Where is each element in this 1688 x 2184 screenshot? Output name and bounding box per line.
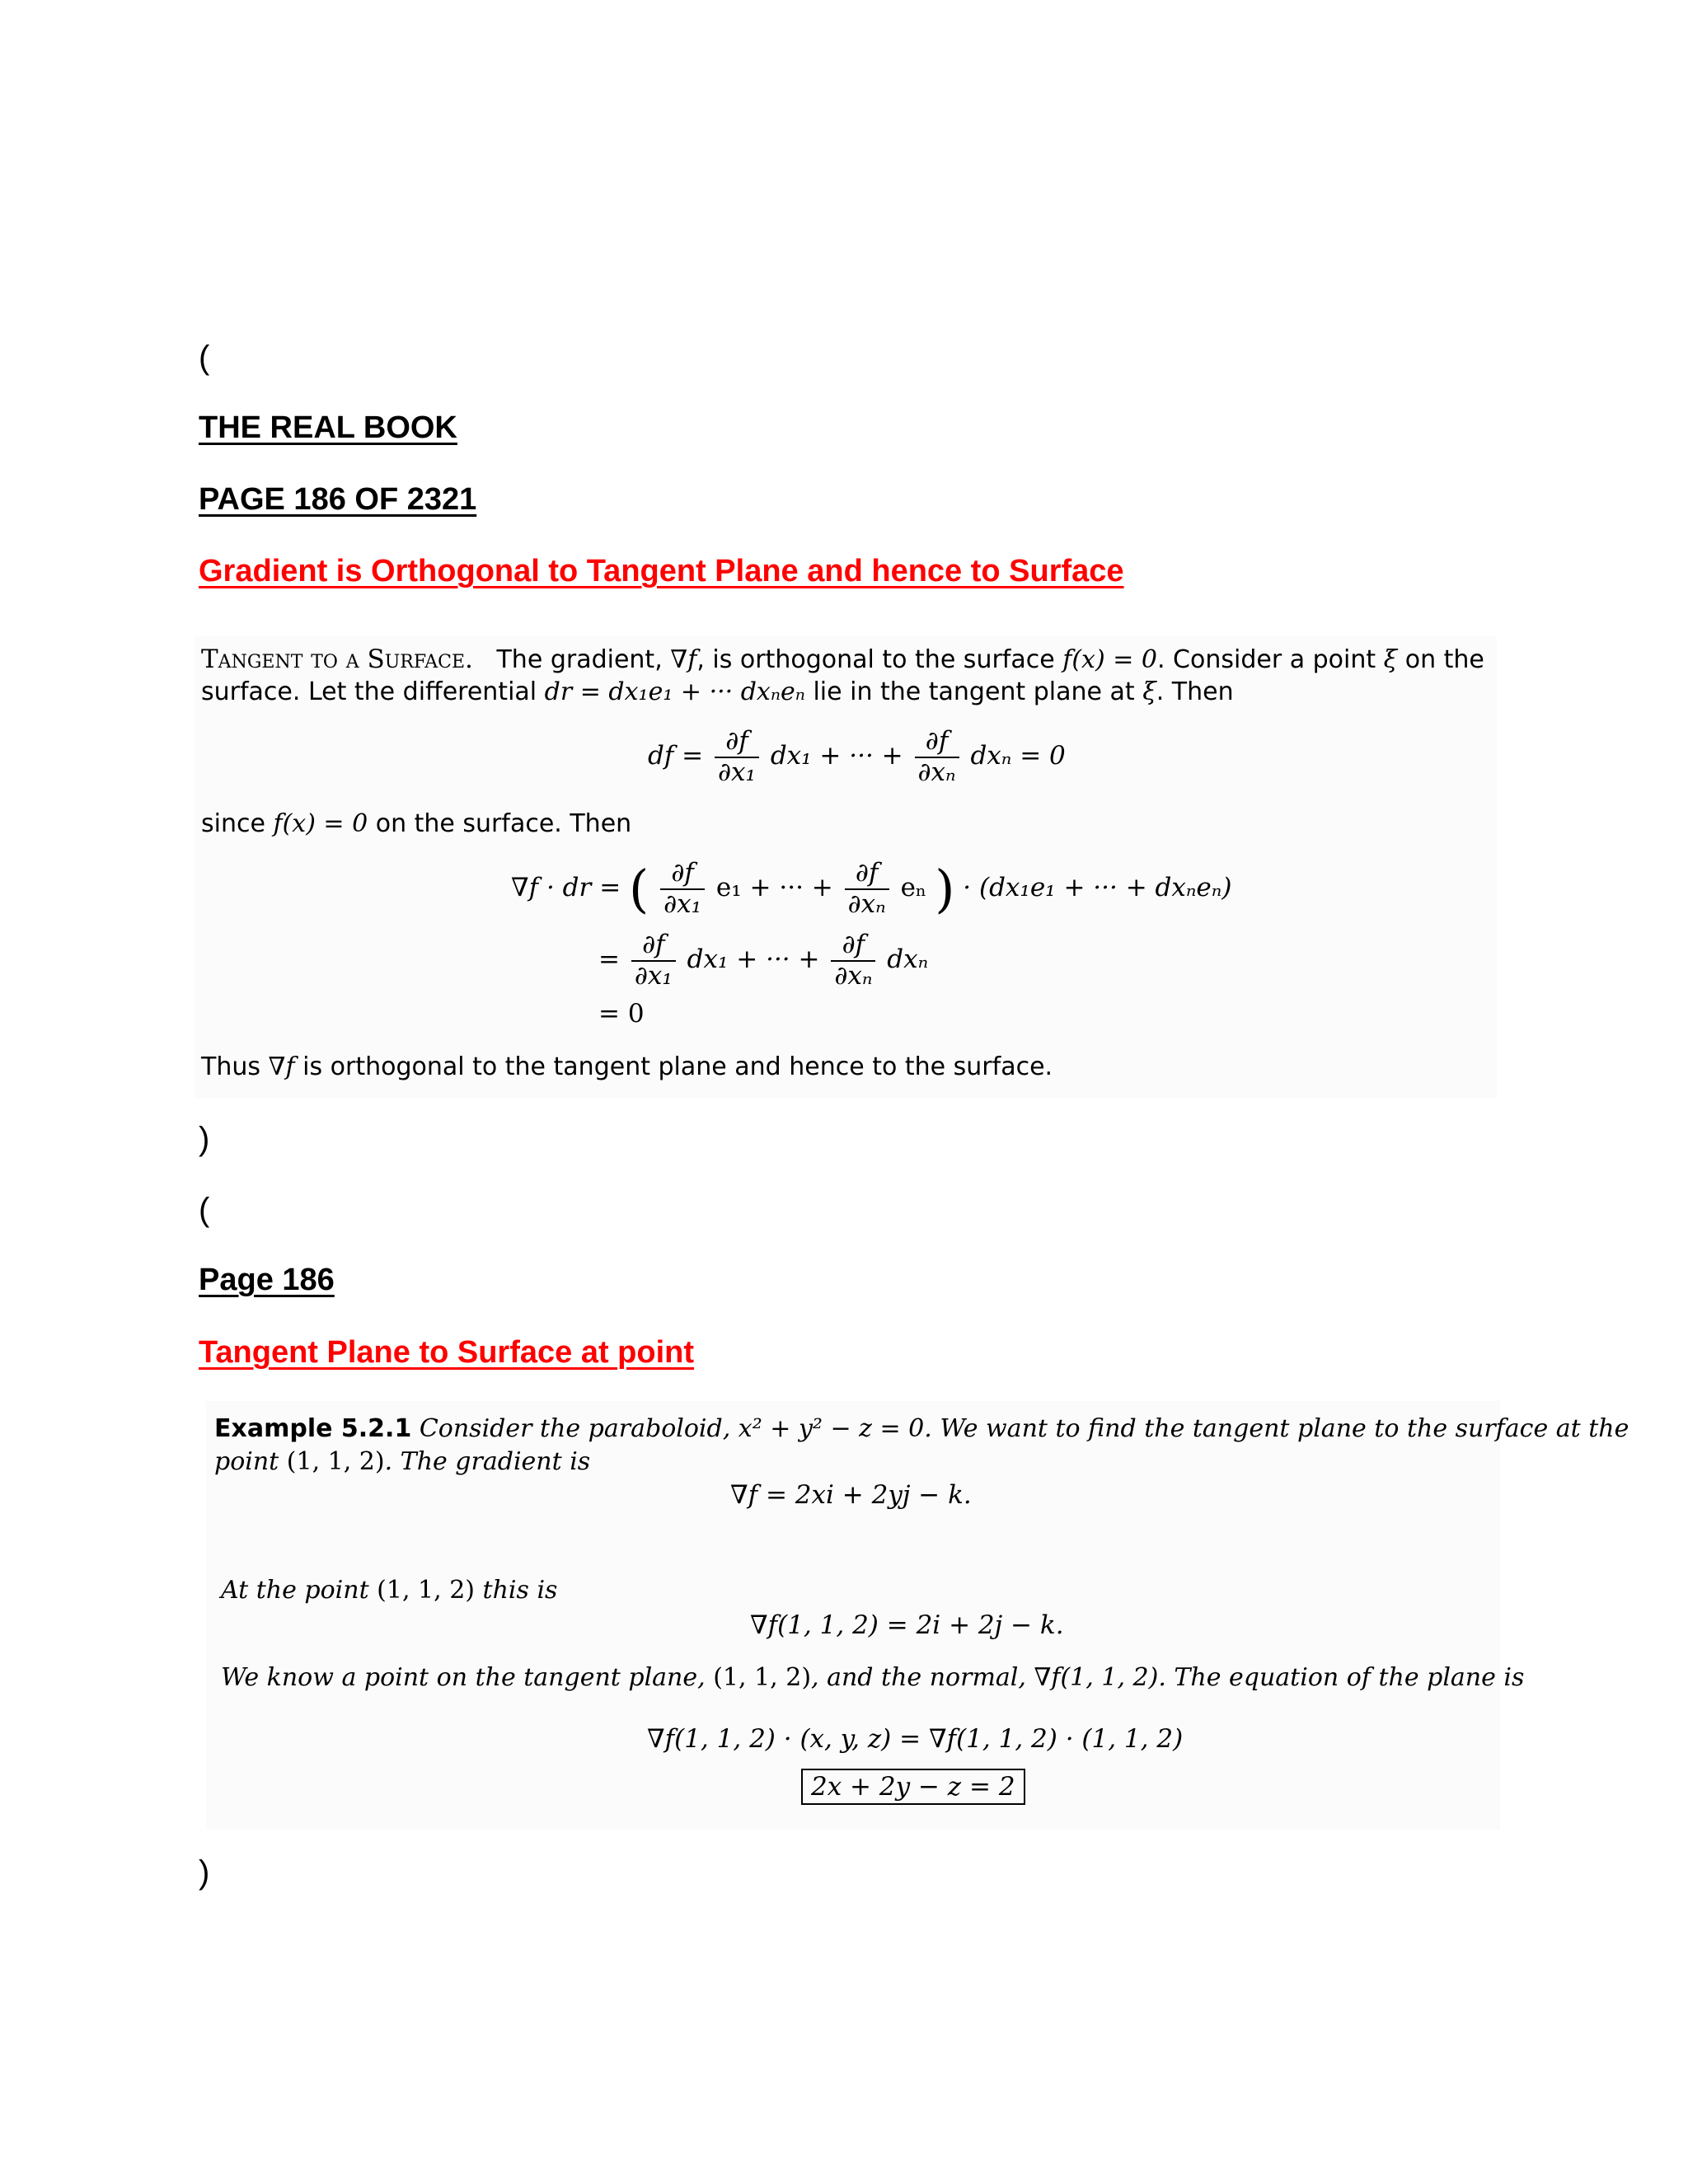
math-differential: dr = dx₁e₁ + ··· dxₙeₙ [544, 677, 805, 706]
fraction [845, 859, 889, 919]
paragraph-thus [201, 1052, 1053, 1081]
text: Thus [201, 1052, 269, 1081]
text: We know a point on the tangent plane, [221, 1663, 714, 1692]
equation-df [648, 727, 1066, 787]
text: on the surface. Then [368, 809, 632, 838]
text: this is [475, 1576, 558, 1605]
numerator: ∂f [660, 859, 705, 890]
equation-gradient-at-point [750, 1610, 1064, 1640]
section-title-gradient: Gradient is Orthogonal to Tangent Plane and hence to Surface [199, 554, 1124, 588]
section-title-tangent-plane: Tangent Plane to Surface at point [199, 1335, 695, 1370]
math-grad: ∇f [268, 1052, 295, 1081]
eq-term: e₁ + ··· + [715, 873, 833, 903]
text: surface. Let the differential [201, 677, 545, 706]
eq-term: · (dx₁e₁ + ··· + dxₙeₙ) [963, 873, 1232, 903]
text: is orthogonal to the tangent plane and hence to the surface. [294, 1052, 1053, 1081]
equation-plane-boxed [801, 1772, 1025, 1802]
denominator: ∂xₙ [834, 960, 873, 991]
equation-line-3 [598, 999, 645, 1029]
text: since [201, 809, 274, 838]
close-paren-1: ) [199, 1121, 210, 1157]
eq-term: dx₁ + ··· + [770, 741, 903, 771]
equation-grad-dot-dr [511, 859, 1231, 919]
equation-gradient [730, 1480, 972, 1510]
text: lie in the tangent plane at [804, 677, 1143, 706]
text: Consider the paraboloid, [411, 1414, 738, 1443]
open-paren-1: ( [199, 340, 210, 376]
eq-term: = 0 [598, 999, 645, 1029]
page-of-total: PAGE 186 OF 2321 [199, 482, 477, 517]
example-line-1 [214, 1414, 1629, 1443]
text: point [214, 1447, 287, 1476]
numerator: ∂f [631, 930, 676, 962]
eq-term: ∇f = 2xi + 2yj − k. [730, 1480, 972, 1510]
eq-lhs: df = [648, 741, 704, 771]
denominator: ∂x₁ [634, 960, 673, 991]
numerator: ∂f [915, 727, 959, 758]
eq-term: ∇f(1, 1, 2) · (x, y, z) = ∇f(1, 1, 2) · (1, 1, 2) [647, 1724, 1184, 1754]
fraction [631, 930, 676, 991]
denominator: ∂xₙ [847, 888, 886, 919]
math-xi: ξ [1383, 645, 1398, 674]
denominator: ∂x₁ [663, 888, 702, 919]
fraction [715, 727, 759, 787]
math-grad: ∇f [670, 645, 697, 674]
fraction [831, 930, 875, 991]
text: . We want to find the tangent plane to the surface at the [924, 1414, 1629, 1443]
text: The gradient, [496, 645, 671, 674]
math-surface: f(x) = 0 [1062, 645, 1157, 674]
numerator: ∂f [845, 859, 889, 890]
scanned-excerpt-example [206, 1401, 1629, 1830]
eq-term: dxₙ [887, 944, 929, 975]
eq-term: dx₁ + ··· + [687, 944, 820, 975]
paren: ( [629, 859, 649, 920]
paren: ) [935, 859, 955, 920]
lead-term: Tangent to a Surface. [201, 644, 473, 674]
text: . Then [1156, 677, 1234, 706]
text: on the [1397, 645, 1484, 674]
text: At the point [221, 1576, 377, 1605]
example-label: Example 5.2.1 [214, 1414, 412, 1443]
example-line-know [221, 1663, 1524, 1692]
equation-line-2 [598, 930, 928, 991]
eq-sign: = [598, 944, 620, 975]
open-paren-2: ( [199, 1192, 210, 1228]
fraction [660, 859, 705, 919]
text: , and the normal, [811, 1663, 1034, 1692]
paragraph-line-1 [201, 644, 1484, 674]
math-point: (1, 1, 2) [713, 1663, 812, 1692]
math-point: (1, 1, 2) [377, 1576, 475, 1605]
book-title: THE REAL BOOK [199, 410, 457, 445]
text: . The equation of the plane is [1158, 1663, 1525, 1692]
eq-term: dxₙ = 0 [970, 741, 1066, 771]
boxed-result: 2x + 2y − z = 2 [801, 1769, 1025, 1805]
equation-plane [647, 1724, 1183, 1754]
scanned-excerpt-gradient [195, 636, 1497, 1098]
text: , is orthogonal to the surface [696, 645, 1063, 674]
math-normal: ∇f(1, 1, 2) [1034, 1663, 1159, 1692]
close-paren-2: ) [199, 1854, 210, 1891]
denominator: ∂xₙ [917, 757, 956, 787]
fraction [915, 727, 959, 787]
paragraph-since [201, 809, 631, 838]
math-xi: ξ [1142, 677, 1156, 706]
eq-lhs: ∇f · dr = [511, 873, 621, 903]
math-paraboloid: x² + y² − z = 0 [738, 1414, 925, 1443]
denominator: ∂x₁ [718, 757, 756, 787]
eq-term: ∇f(1, 1, 2) = 2i + 2j − k. [750, 1610, 1064, 1640]
eq-term: eₙ [900, 873, 927, 903]
math-point: (1, 1, 2) [286, 1447, 385, 1476]
paragraph-line-2 [201, 677, 1234, 706]
text: . The gradient is [384, 1447, 591, 1476]
example-line-2 [214, 1447, 590, 1476]
text: . Consider a point [1156, 645, 1384, 674]
numerator: ∂f [831, 930, 875, 962]
numerator: ∂f [715, 727, 759, 758]
page-label: Page 186 [199, 1263, 335, 1297]
math-surface: f(x) = 0 [273, 809, 368, 838]
example-line-at-point [221, 1576, 557, 1605]
